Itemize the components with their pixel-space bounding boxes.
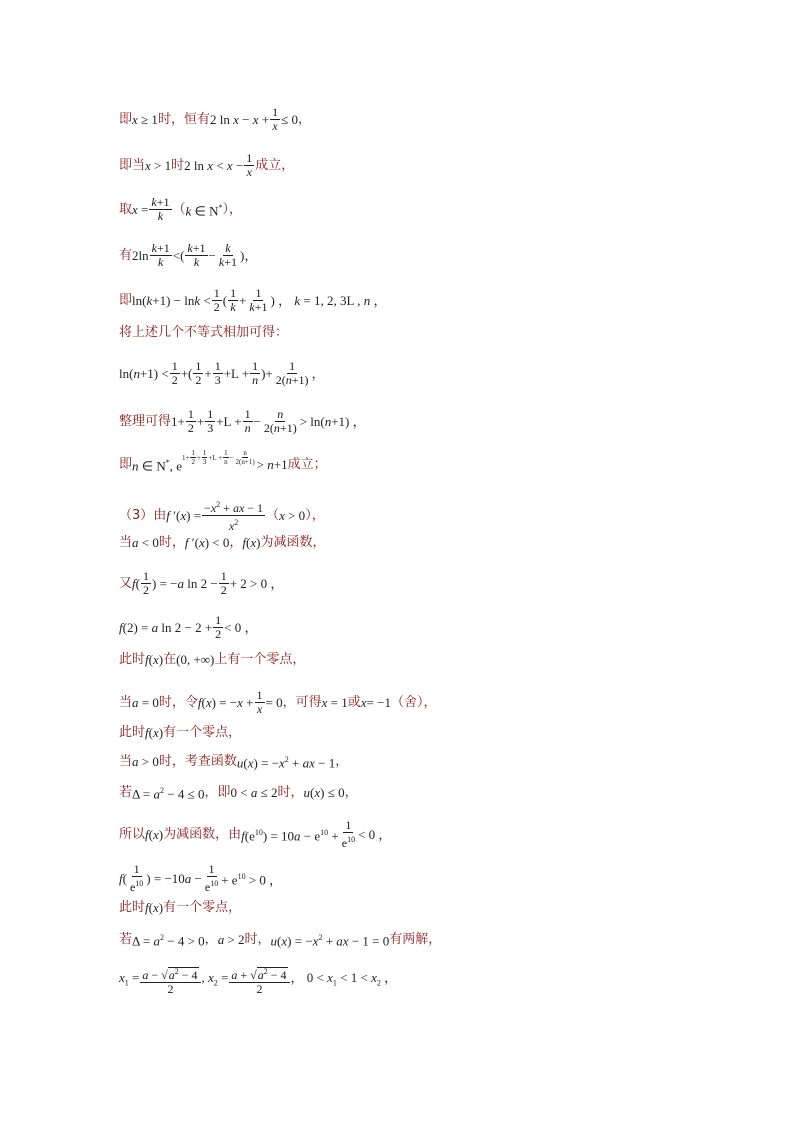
line-14: 此时 f(x) 在 (0, +∞) 上有一个零点， xyxy=(119,652,306,667)
text: 时， xyxy=(277,784,304,800)
text: （舍）， xyxy=(390,694,437,710)
text: 此时 xyxy=(119,900,146,915)
line-13: f(2) = a ln 2 − 2 + $\frac{1}{2}$ < 0 ， xyxy=(119,613,258,641)
line-7: ln(n+1) < $\frac{1}{2}$ +( $\frac{1}{2}$ + $\frac{1}{3}$ +L + $\frac{1}{n}$ )+ $\frac{1}{2(n+1)}$ ， xyxy=(119,359,325,387)
text: 时， xyxy=(244,931,271,947)
text: 若 xyxy=(119,784,133,800)
line-3: 取 x = $\frac{k+1}{k}$ （ k ∈ N* ）， xyxy=(119,195,243,223)
line-12: 又 f( $\frac{1}{2}$ ) = −a ln 2 − $\frac{1}{2}$ + 2 > 0 ， xyxy=(119,569,284,597)
text: 有两解， xyxy=(389,931,442,947)
text: 成立， xyxy=(255,157,295,173)
text: 取 xyxy=(119,201,133,217)
text: 当 xyxy=(119,535,133,550)
line-1: 即 x ≥ 1 时，恒有 2 ln x − x + $\frac{1}{x}$ ≤ 0 ， xyxy=(119,105,311,133)
line-8: 整理可得 1+ $\frac{1}{2}$ + $\frac{1}{3}$ +L + $\frac{1}{n}$ − $\frac{n}{2(n+1)}$ > ln(n+1) ， xyxy=(119,407,366,435)
text: 整理可得 xyxy=(119,413,172,429)
text: 有一个零点， xyxy=(163,725,242,740)
text: 时，考查函数 xyxy=(158,753,237,769)
text: 时，令 xyxy=(158,694,198,710)
line-19: 所以 f(x) 为减函数，由 $f(e^{10}) = 10a - e^{10}$ + $\frac{1}{e^{10}}$ < 0 ， xyxy=(119,818,392,850)
text: 此时 xyxy=(119,652,146,667)
text: ）， xyxy=(305,507,325,523)
text: 即 xyxy=(119,292,133,308)
text: 或 xyxy=(347,694,361,710)
text: ）， xyxy=(222,201,243,217)
line-17: 当 a > 0 时，考查函数 $u(x) = -x^2$ + ax − 1 ， xyxy=(119,753,349,771)
text: （ xyxy=(172,201,186,217)
text: 在 xyxy=(163,652,177,667)
text: 为减函数， xyxy=(260,535,326,550)
text: 有一个零点， xyxy=(163,900,242,915)
text: 成立； xyxy=(287,456,327,472)
text: 时， xyxy=(158,535,185,550)
text: （ xyxy=(266,507,280,523)
text: 时 xyxy=(171,157,185,173)
text: ， xyxy=(204,931,218,947)
line-11: 当 a < 0 时， f ′(x) < 0 ， f(x) 为减函数， xyxy=(119,535,326,550)
text: （3）由 xyxy=(119,507,167,523)
text: 即 xyxy=(119,111,133,127)
text: 将上述几个不等式相加可得： xyxy=(119,325,289,340)
line-4: 有 2ln $\frac{k+1}{k}$ <( $\frac{k+1}{k}$ − $\frac{k}{k+1}$ )， xyxy=(119,241,258,269)
text: ，即 xyxy=(204,784,231,800)
text: 若 xyxy=(119,931,133,947)
text: 有 xyxy=(119,247,133,263)
line-5: 即 ln(k+1) − lnk < $\frac{1}{2}$ ( $\frac{1}{k}$ + $\frac{1}{k+1}$ ) ， k = 1, 2, 3L , n ， xyxy=(119,286,387,314)
text: ，可得 xyxy=(282,694,322,710)
line-16: 此时 f(x) 有一个零点， xyxy=(119,725,242,740)
text: 即当 xyxy=(119,157,146,173)
text: ， xyxy=(297,111,311,127)
text: 上有一个零点， xyxy=(214,652,306,667)
text: 所以 xyxy=(119,826,146,842)
text: ， xyxy=(335,753,349,769)
text: ， xyxy=(344,784,358,800)
line-2: 即当 x > 1 时 2 ln x < x − $\frac{1}{x}$ 成立， xyxy=(119,151,295,179)
line-6 xyxy=(119,325,288,341)
text: 又 xyxy=(119,575,133,591)
line-21: 此时 f(x) 有一个零点， xyxy=(119,900,242,915)
text: 此时 xyxy=(119,725,146,740)
text: 当 xyxy=(119,694,133,710)
text: 即 xyxy=(119,456,133,472)
line-20: f( $\frac{1}{e^{10}}$ ) = −10a − $\frac{1}{e^{10}}$ + $e^{10} > 0$ ， xyxy=(119,862,283,894)
text: 时，恒有 xyxy=(157,111,210,127)
line-23: $x_1$ = $\frac{a - √a^2 - 4}{2}$ , $x_2$ = $\frac{a + √a^2 - 4}{2}$ ， $0 < x_1 < 1 < x_2$ ， xyxy=(119,967,398,996)
text: 当 xyxy=(119,753,133,769)
line-15: 当 a = 0 时，令 f(x) = −x + $\frac{1}{x}$ = 0 ，可得 x = 1 或 x= −1 （舍）， xyxy=(119,688,437,716)
text: ， xyxy=(229,535,243,550)
line-10: （3）由 f ′(x) = $\frac{-x^2 + ax - 1}{x^2}$ （ x > 0 ）， xyxy=(119,500,325,533)
line-18: 若 $\Delta = a^2 - 4 \le 0$ ，即 0 < a ≤ 2 时， u(x) ≤ 0 ， xyxy=(119,784,358,802)
line-9: 即 n ∈ N*, e 1+ $\frac{1}{2}$ + $\frac{1}{3}$ +L + $\frac{1}{n}$ − $\frac{n}{2(n+1)}$ > n+1 成立； xyxy=(119,449,327,474)
text: 为减函数，由 xyxy=(163,826,242,842)
line-22: 若 $\Delta = a^2 - 4 > 0$ ， a > 2 时， $u(x) = -x^2$ + ax − 1 = 0 有两解， xyxy=(119,931,442,949)
